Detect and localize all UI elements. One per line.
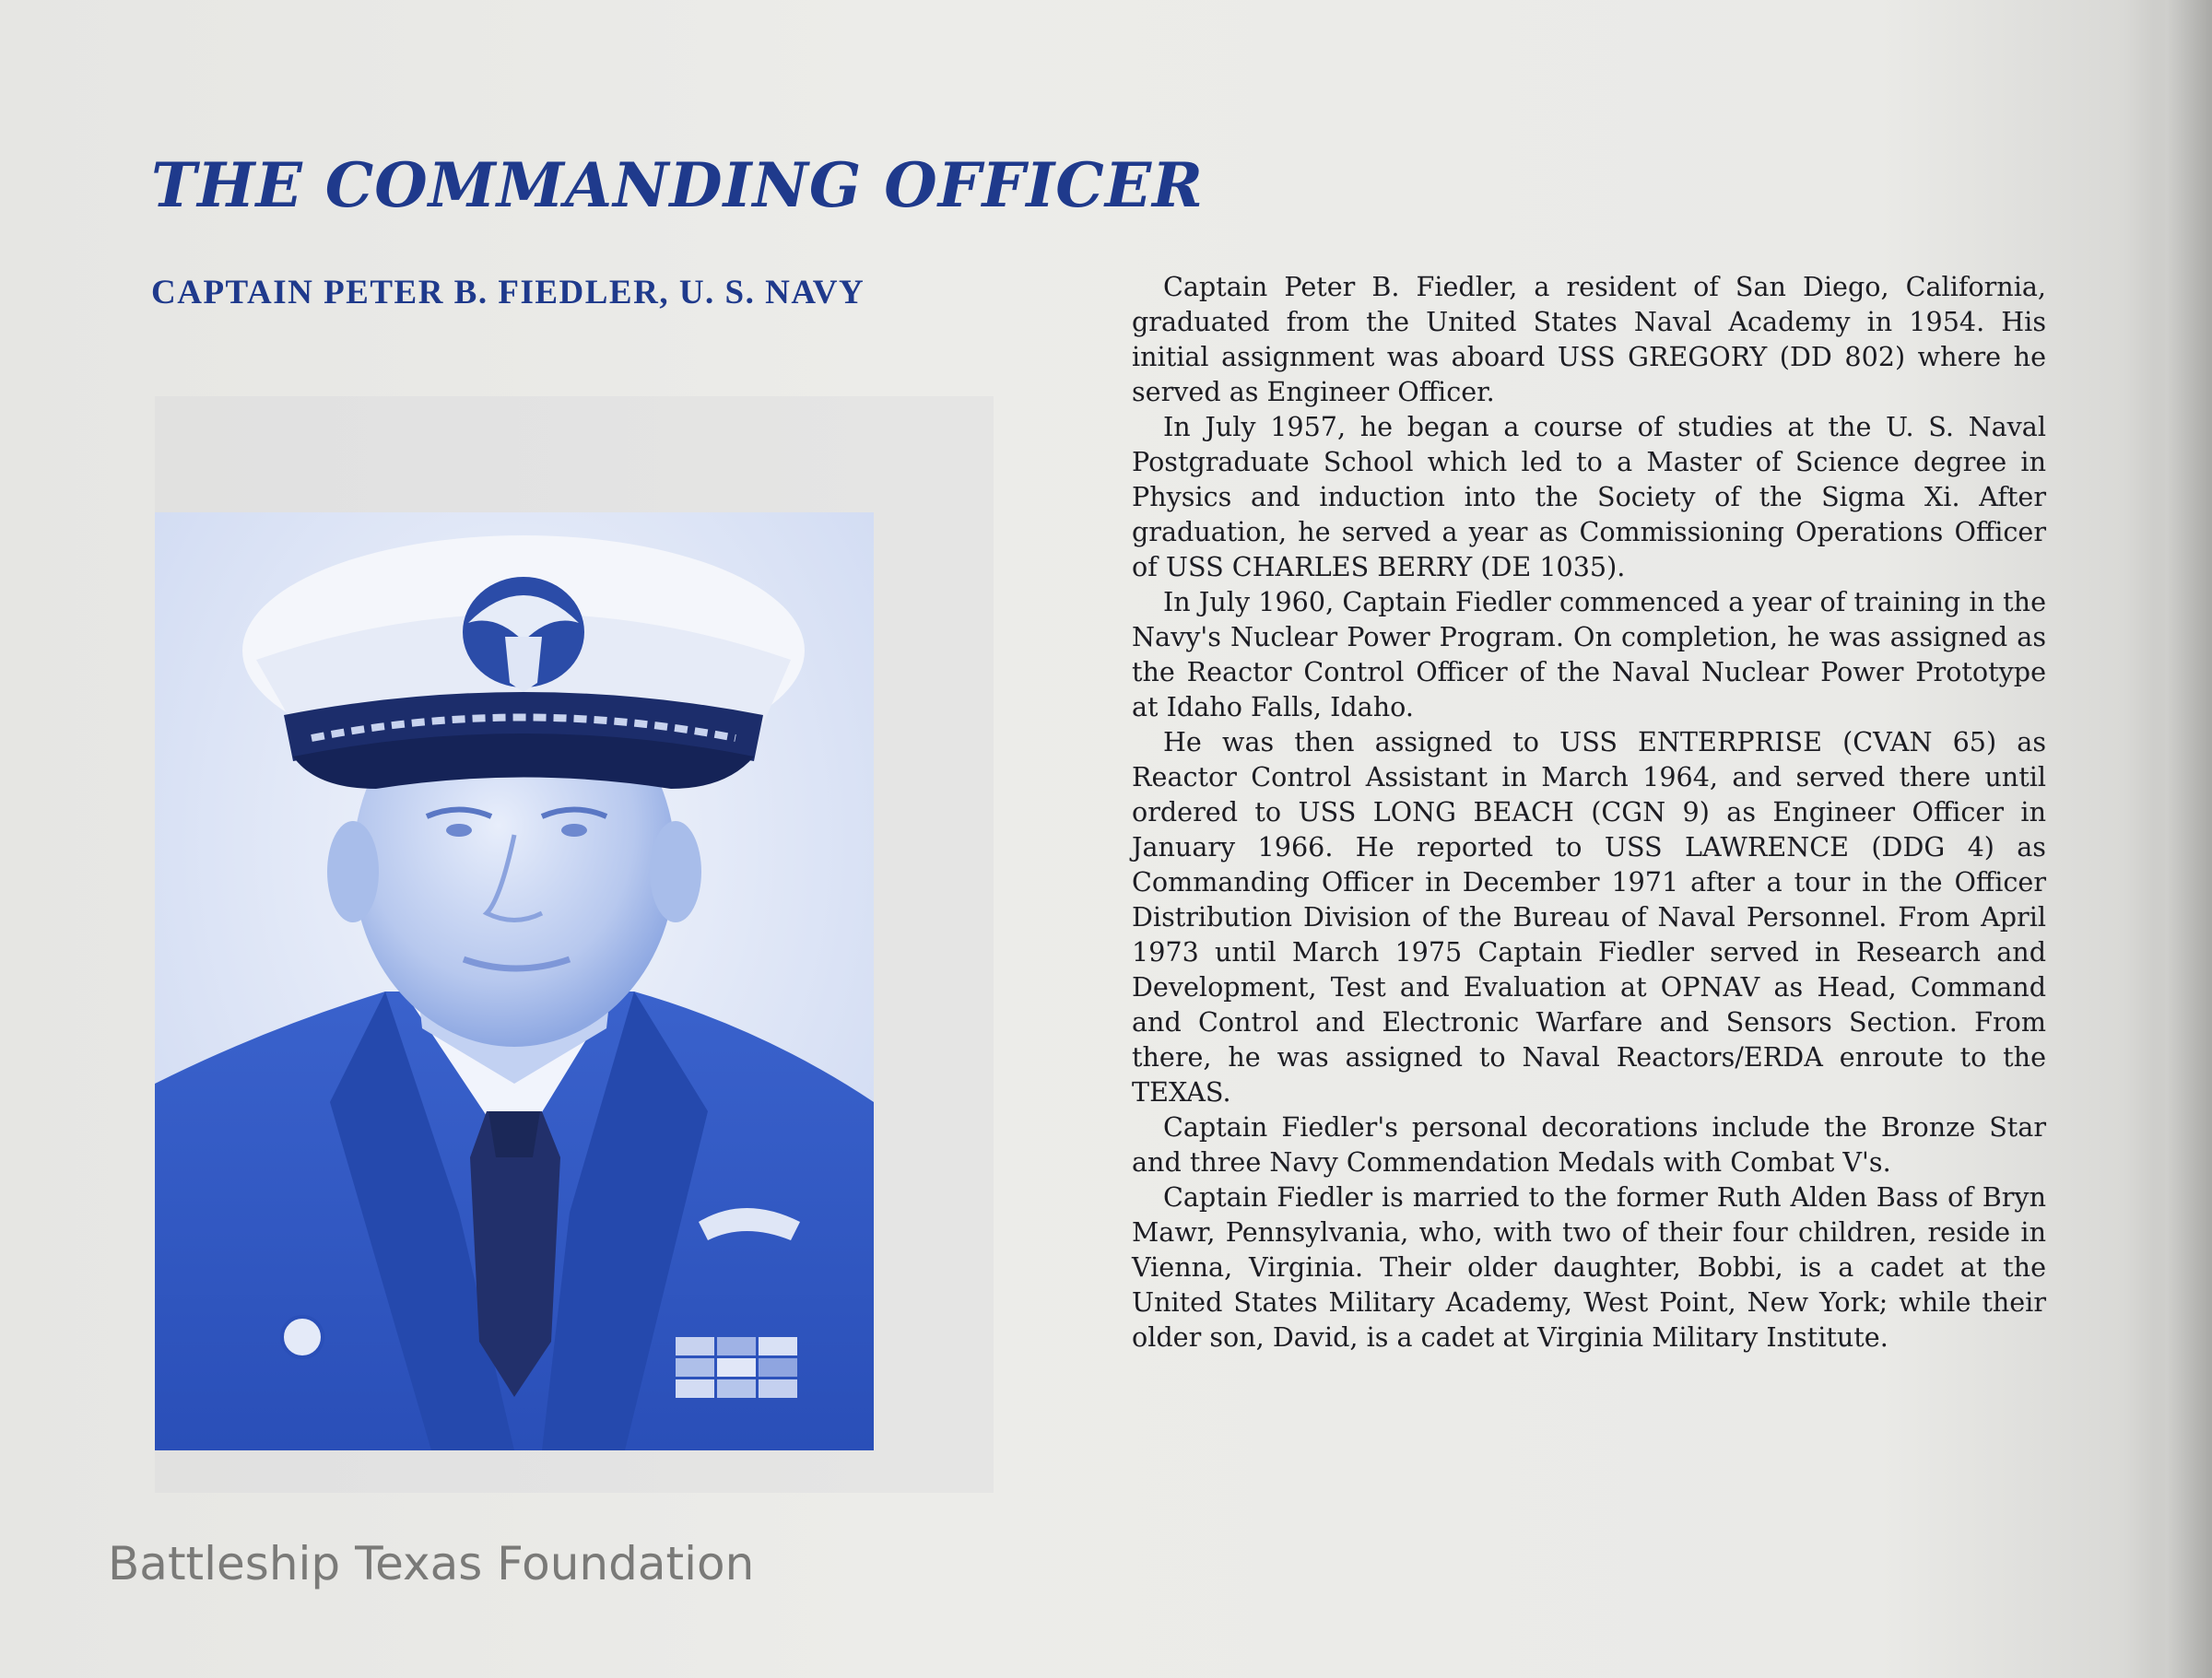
biography-paragraph-5: Captain Fiedler's personal decorations include the Bronze Star and three Navy Commendation Medals with Combat V's. [1132, 1111, 2046, 1178]
page-title: THE COMMANDING OFFICER [151, 149, 1204, 221]
biography-paragraph-4: He was then assigned to USS ENTERPRISE (CVAN 65) as Reactor Control Assistant in March 1964, and served there until ordered to USS LONG BEACH (CGN 9) as Engineer Officer in January 1966. He reported to USS LAWRENCE (DDG 4) as Commanding Officer in December 1971 after a tour in the Officer Distribution Division of the Bureau of Naval Personnel. From April 1973 until March 1975 Captain Fiedler served in Research and Development, Test and Evaluation at OPNAV as Head, Command and Control and Electronic Warfare and Sensors Section. From there, he was assigned to Naval Reactors/ERDA enroute to the TEXAS. [1132, 726, 2046, 1108]
page-spine-shadow [2147, 0, 2212, 1678]
biography-paragraph-2: In July 1957, he began a course of studies at the U. S. Naval Postgraduate School which led to a Master of Science degree in Physics and induction into the Society of the Sigma Xi. After graduation, he served a year as Commissioning Operations Officer of USS CHARLES BERRY (DE 1035). [1132, 411, 2046, 582]
biography-paragraph-6: Captain Fiedler is married to the former Ruth Alden Bass of Bryn Mawr, Pennsylvania, who, with two of their four children, reside in Vienna, Virginia. Their older daughter, Bobbi, is a cadet at the United States Military Academy, West Point, New York; while their older son, David, is a cadet at Virginia Military Institute. [1132, 1181, 2046, 1353]
biography-paragraph-1: Captain Peter B. Fiedler, a resident of San Diego, California, graduated from the United States Naval Academy in 1954. His initial assignment was aboard USS GREGORY (DD 802) where he served as Engineer Officer. [1132, 271, 2046, 407]
officer-portrait-photo [155, 512, 874, 1450]
officer-name-heading: CAPTAIN PETER B. FIEDLER, U. S. NAVY [151, 274, 865, 311]
biography-paragraph-3: In July 1960, Captain Fiedler commenced a year of training in the Navy's Nuclear Power Program. On completion, he was assigned as the Reactor Control Officer of the Naval Nuclear Power Prototype at Idaho Falls, Idaho. [1132, 586, 2046, 722]
foundation-watermark: Battleship Texas Foundation [108, 1537, 755, 1590]
portrait-illustration [155, 512, 874, 1450]
biography-text [1132, 269, 2046, 1355]
